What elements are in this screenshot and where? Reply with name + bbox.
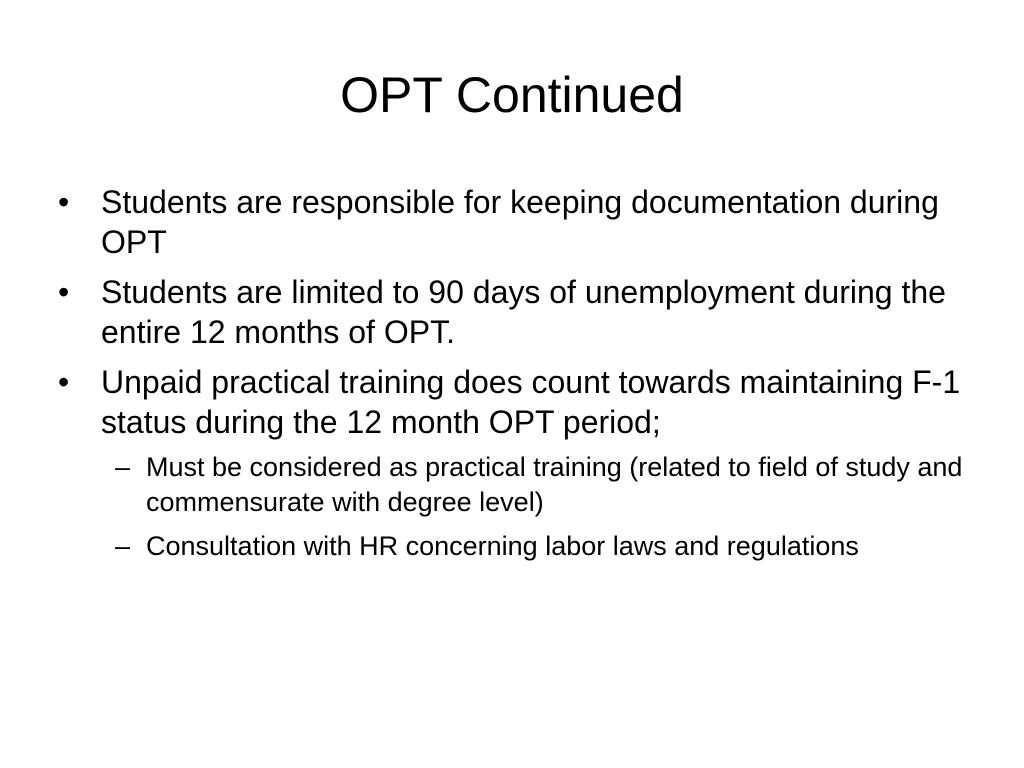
bullet-marker: • bbox=[58, 184, 70, 220]
sub-bullet-list bbox=[101, 450, 976, 564]
sub-bullet-item bbox=[101, 529, 976, 564]
bullet-text: Unpaid practical training does count towards maintaining F-1 status during the 12 month OPT period; bbox=[101, 364, 961, 440]
dash-marker: – bbox=[115, 531, 131, 561]
bullet-item bbox=[56, 272, 976, 352]
bullet-text: Students are responsible for keeping documentation during OPT bbox=[101, 184, 939, 260]
sub-bullet-item bbox=[101, 450, 976, 520]
sub-bullet-text: Consultation with HR concerning labor laws and regulations bbox=[146, 531, 859, 561]
bullet-text: Students are limited to 90 days of unemployment during the entire 12 months of OPT. bbox=[101, 274, 946, 350]
dash-marker: – bbox=[115, 452, 131, 482]
bullet-marker: • bbox=[58, 364, 70, 400]
sub-bullet-text: Must be considered as practical training (related to field of study and commensurate with degree level) bbox=[146, 452, 963, 517]
bullet-item bbox=[56, 182, 976, 262]
slide-title: OPT Continued bbox=[340, 67, 684, 123]
bullet-item bbox=[56, 362, 976, 564]
bullet-marker: • bbox=[58, 274, 70, 310]
bullet-list bbox=[56, 182, 976, 574]
